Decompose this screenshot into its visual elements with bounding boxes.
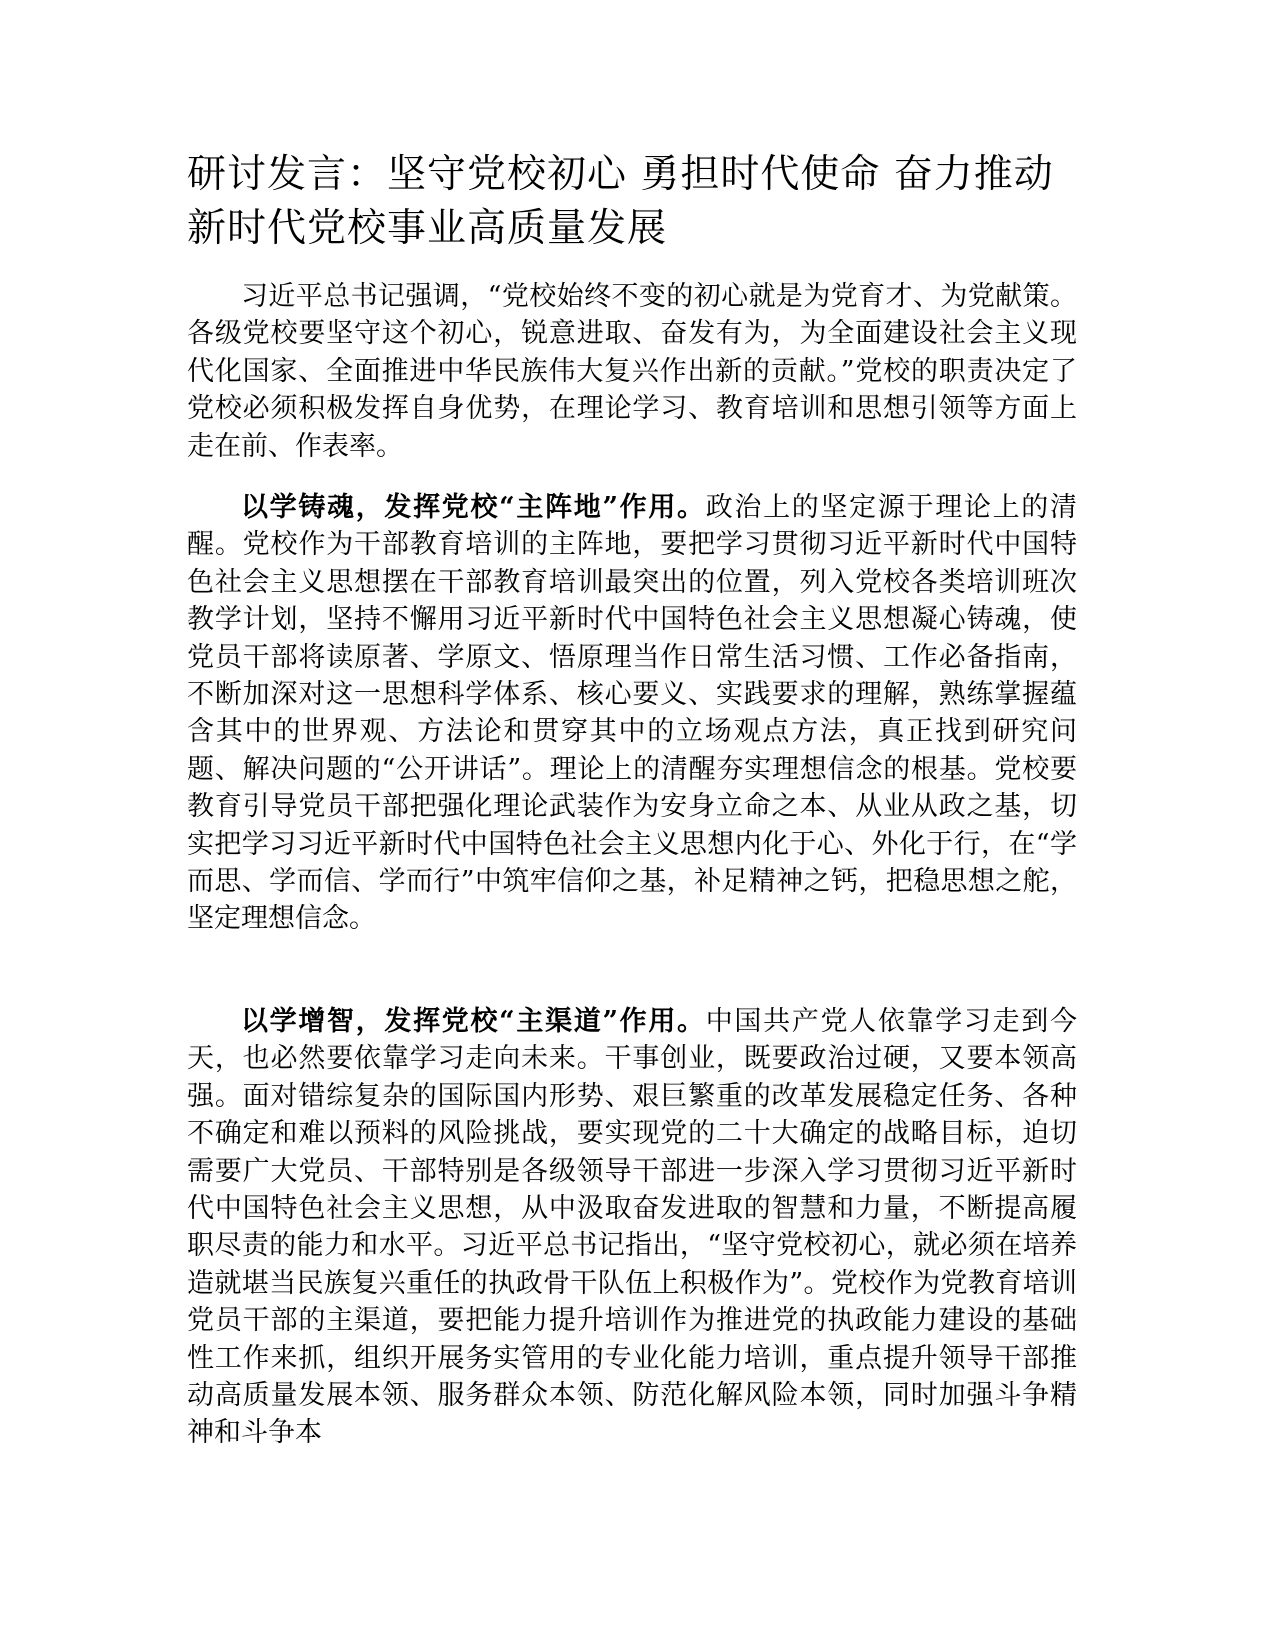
paragraph-intro <box>187 278 1077 465</box>
document-title: 研讨发言：坚守党校初心 勇担时代使命 奋力推动新时代党校事业高质量发展 <box>187 152 1054 251</box>
paragraph-lead-heading: 以学增智，发挥党校“主渠道”作用。 <box>241 1006 706 1037</box>
paragraph-text: 政治上的坚定源于理论上的清醒。党校作为干部教育培训的主阵地，要把学习贯彻习近平新时代中国特色社会主义思想摆在干部教育培训最突出的位置，列入党校各类培训班次教学计划，坚持不懈用习近平新时代中国特色社会主义思想凝心铸魂，使党员干部将读原著、学原文、悟原理当作日常生活习惯、工作必备指南，不断加深对这一思想科学体系、核心要义、实践要求的理解，熟练掌握蕴含其中的世界观、方法论和贯穿其中的立场观点方法，真正找到研究问题、解决问题的“公开讲话”。理论上的清醒夯实理想信念的根基。党校要教育引导党员干部把强化理论武装作为安身立命之本、从业从政之基，切实把学习习近平新时代中国特色社会主义思想内化于心、外化于行，在“学而思、学而信、学而行”中筑牢信仰之基，补足精神之钙，把稳思想之舵，坚定理想信念。 <box>187 492 1077 935</box>
paragraph-text: 习近平总书记强调，“党校始终不变的初心就是为党育才、为党献策。各级党校要坚守这个初心，锐意进取、奋发有为，为全面建设社会主义现代化国家、全面推进中华民族伟大复兴作出新的贡献。”党校的职责决定了党校必须积极发挥自身优势，在理论学习、教育培训和思想引领等方面上走在前、作表率。 <box>187 281 1077 462</box>
paragraph-section-2 <box>187 1003 1077 1452</box>
paragraph-lead-heading: 以学铸魂，发挥党校“主阵地”作用。 <box>241 492 706 523</box>
paragraph-section-1 <box>187 489 1077 938</box>
paragraph-text: 中国共产党人依靠学习走到今天，也必然要依靠学习走向未来。干事创业，既要政治过硬，又要本领高强。面对错综复杂的国际国内形势、艰巨繁重的改革发展稳定任务、各种不确定和难以预料的风险挑战，要实现党的二十大确定的战略目标，迫切需要广大党员、干部特别是各级领导干部进一步深入学习贯彻习近平新时代中国特色社会主义思想，从中汲取奋发进取的智慧和力量，不断提高履职尽责的能力和水平。习近平总书记指出，“坚守党校初心，就必须在培养造就堪当民族复兴重任的执政骨干队伍上积极作为”。党校作为党教育培训党员干部的主渠道，要把能力提升培训作为推进党的执政能力建设的基础性工作来抓，组织开展务实管用的专业化能力培训，重点提升领导干部推动高质量发展本领、服务群众本领、防范化解风险本领，同时加强斗争精神和斗争本 <box>187 1006 1077 1449</box>
